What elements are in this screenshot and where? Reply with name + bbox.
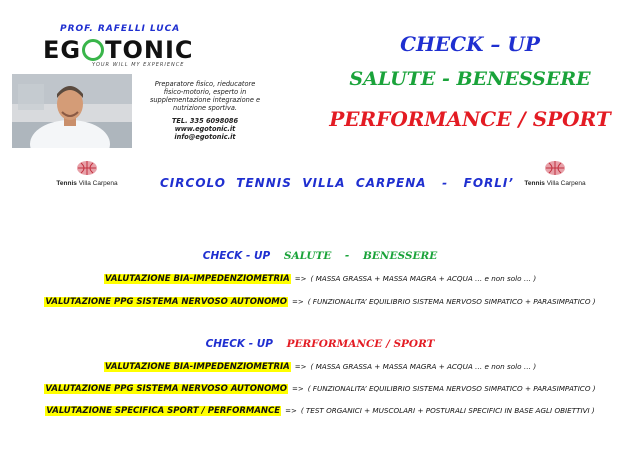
egotonic-logo [43,36,194,64]
desc-line: fisico-motorio, esperto in [163,88,247,96]
professor-name: PROF. RAFELLI LUCA [60,24,181,34]
trainer-contacts [145,117,265,141]
trainer-description [145,80,265,112]
section-title-salute: SALUTE [283,250,332,262]
logo-ball-icon [82,39,104,61]
list-item [0,274,640,284]
item-label: VALUTAZIONE PPG SISTEMA NERVOSO AUTONOMO [45,384,287,394]
phone-text: TEL. 335 6098086 [171,117,239,125]
club-logo-text: Tennis Villa Carpena [56,180,118,187]
tennis-ball-icon [544,160,566,176]
logo-tagline: YOUR WILL MY EXPERIENCE [92,62,185,68]
section-salute-title [0,250,640,262]
section-title-separator: - [345,250,350,262]
headline-performance-sport: PERFORMANCE / SPORT [329,107,611,131]
section-title-check-up: CHECK - UP [205,338,273,350]
item-arrow: => [291,298,304,306]
item-description: ( FUNZIONALITA’ EQUILIBRIO SISTEMA NERVOSO SIMPATICO + PARASIMPATICO ) [307,297,596,306]
club-logo-text: Tennis Villa Carpena [524,180,586,187]
item-label: VALUTAZIONE PPG SISTEMA NERVOSO AUTONOMO [45,297,287,307]
desc-line: Preparatore fisico, rieducatore [154,80,256,88]
section-title-benessere: BENESSERE [363,250,438,262]
section-title-performance: PERFORMANCE / SPORT [286,338,435,350]
website-link[interactable]: www.egotonic.it [174,125,236,133]
section-performance-title [0,338,640,350]
club-title: CIRCOLO TENNIS VILLA CARPENA - FORLI’ [160,176,514,190]
logo-left-text: EG [43,36,82,64]
club-logo-left [52,160,122,187]
section-title-check-up: CHECK - UP [202,250,271,262]
list-item [0,297,640,307]
item-description: ( FUNZIONALITA’ EQUILIBRIO SISTEMA NERVOSO SIMPATICO + PARASIMPATICO ) [307,384,596,393]
item-arrow: => [294,363,307,371]
item-description: ( TEST ORGANICI + MUSCOLARI + POSTURALI SPECIFICI IN BASE AGLI OBIETTIVI ) [300,406,595,415]
headline-salute-benessere: SALUTE - BENESSERE [349,68,591,90]
logo-right-text: TONIC [105,36,194,64]
item-description: ( MASSA GRASSA + MASSA MAGRA + ACQUA … e non solo … ) [310,274,537,283]
list-item [0,362,640,372]
item-arrow: => [285,407,297,415]
list-item [0,406,640,416]
desc-line: nutrizione sportiva. [173,104,237,112]
club-logo-right [520,160,590,187]
email-link[interactable]: info@egotonic.it [174,133,236,141]
item-arrow: => [294,275,307,283]
list-item [0,384,640,394]
item-label: VALUTAZIONE BIA-IMPEDENZIOMETRIA [104,362,290,372]
item-label: VALUTAZIONE BIA-IMPEDENZIOMETRIA [104,274,290,284]
item-arrow: => [291,385,304,393]
tennis-ball-icon [76,160,98,176]
trainer-photo [12,74,132,148]
desc-line: supplementazione integrazione e [149,96,261,104]
item-label: VALUTAZIONE SPECIFICA SPORT / PERFORMANCE [46,406,281,416]
headline-check-up: CHECK – UP [400,32,540,56]
item-description: ( MASSA GRASSA + MASSA MAGRA + ACQUA … e non solo … ) [310,362,537,371]
